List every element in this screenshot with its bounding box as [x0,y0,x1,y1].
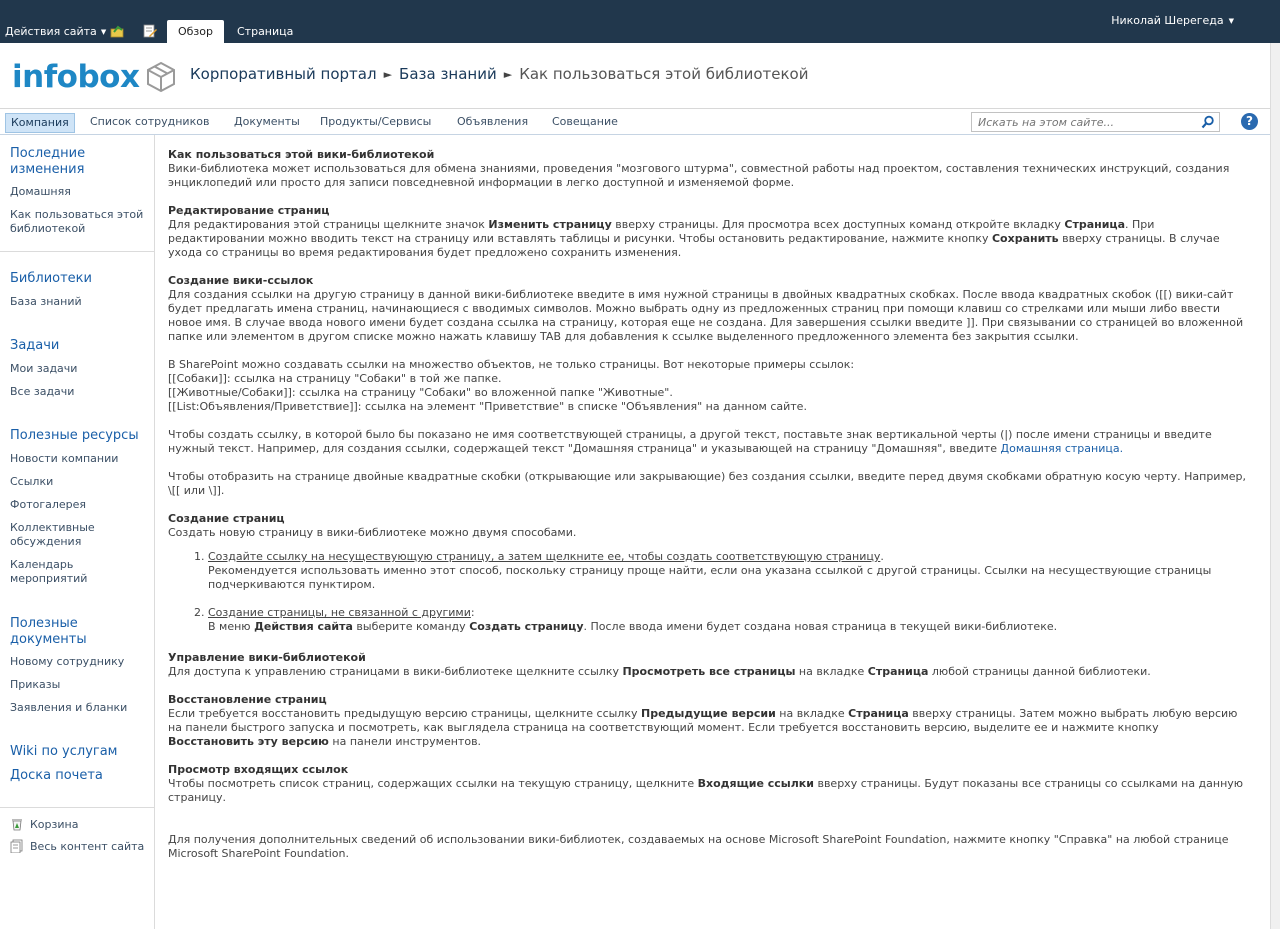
nav-item-all-tasks[interactable]: Все задачи [10,385,75,398]
section-text: Чтобы отобразить на странице двойные квадратные скобки (открывающие или закрывающие) без создания ссылки, введите перед двумя скобками обратную косую черту. Например, \[[ или \]]. [168,470,1246,497]
nav-item-forms[interactable]: Заявления и бланки [10,701,128,714]
topnav-item-products[interactable]: Продукты/Сервисы [320,115,432,128]
help-icon[interactable]: ? [1241,113,1258,130]
section-title: Просмотр входящих ссылок [168,763,349,776]
topnav-item-documents[interactable]: Документы [234,115,300,128]
nav-item-how-to-use[interactable]: Как пользоваться этой библиотекой [10,208,144,235]
tab-browse[interactable]: Обзор [167,20,224,43]
list-item: 2. Создание страницы, не связанной с другими: В меню Действия сайта выберите команду Создать страницу. После ввода имени будет создана новая страница в текущей вики-библиотеке. [208,606,1248,634]
list-item-title: Создание страницы, не связанной с другими [208,606,471,619]
section-text: Для редактирования этой страницы щелкните значок Изменить страницу вверху страницы. Для просмотра всех доступных команд откройте вкладку Страница. При редактировании можно вводить текст на страницу или вставлять таблицы и рисунки. Чтобы остановить редактирование, нажмите кнопку Сохранить вверху страницы. В случае ухода со страницы во время редактирования будет предложено сохранить изменения. [168,218,1220,259]
edit-page-icon[interactable] [143,24,157,38]
home-page-link[interactable]: Домашняя страница. [1000,442,1124,455]
nav-item-wiki-services[interactable]: Wiki по услугам [10,744,118,759]
tab-page[interactable]: Страница [237,25,294,38]
quick-launch [0,135,155,929]
section-text: Чтобы создать ссылку, в которой было бы показано не имя соответствующей страницы, а другой текст, поставьте знак вертикальной черты (|) после имени страницы и введите нужный текст. Например, для создания ссылки, содержащей текст "Домашняя страница" и указывающей на страницу "Домашняя", введите Домашняя страница. [168,428,1212,455]
section-text: Вики-библиотека может использоваться для обмена знаниями, проведения "мозгового штурма", совместной работы над проектом, составления технических инструкций, создания энциклопедий или просто для записи повседневной информации в легко доступной и изменяемой форме. [168,162,1230,189]
site-actions-menu[interactable] [5,25,106,38]
top-navigation [0,108,1270,135]
user-name: Николай Шерегеда [1111,14,1224,27]
nav-item-photo-gallery[interactable]: Фотогалерея [10,498,87,511]
nav-item-orders[interactable]: Приказы [10,678,61,691]
list-item: 1. Создайте ссылку на несуществующую страницу, а затем щелкните ее, чтобы создать соответствующую страницу. Рекомендуется использовать именно этот способ, поскольку страницу проще найти, если она указана ссылкой с другой страницы. Ссылки на несуществующие страницы подчеркиваются пунктиром. [208,550,1248,592]
nav-header-libraries[interactable]: Библиотеки [10,271,92,286]
nav-header-tasks[interactable]: Задачи [10,338,60,353]
list-item-title: Создайте ссылку на несуществующую страницу, а затем щелкните ее, чтобы создать соответствующую страницу [208,550,881,563]
recycle-bin-icon [10,817,24,831]
topnav-item-employees[interactable]: Список сотрудников [90,115,210,128]
nav-item-my-tasks[interactable]: Мои задачи [10,362,78,375]
nav-item-company-news[interactable]: Новости компании [10,452,119,465]
footer-text: Для получения дополнительных сведений об использовании вики-библиотек, создаваемых на основе Microsoft SharePoint Foundation, нажмите кнопку "Справка" на любой странице Microsoft SharePoint Foundation. [168,833,1229,860]
nav-item-new-employee[interactable]: Новому сотруднику [10,655,125,668]
breadcrumb-knowledge-base[interactable]: База знаний [399,65,497,83]
section-text: Чтобы посмотреть список страниц, содержащих ссылки на текущую страницу, щелкните Входящие ссылки вверху страницы. Будут показаны все страницы со ссылками на данную страницу. [168,777,1244,804]
section-title: Редактирование страниц [168,204,330,217]
wiki-content [168,148,1248,861]
site-logo[interactable]: infobox [12,59,140,95]
vertical-scrollbar[interactable] [1270,43,1280,929]
section-text: Если требуется восстановить предыдущую версию страницы, щелкните ссылку Предыдущие версии на вкладке Страница вверху страницы. Затем можно выбрать любую версию на панели быстрого запуска и посмотреть, как выглядела страница на соответствующий момент. Если требуется восстановить версию, выделите ее и нажмите кнопку Восстановить эту версию на панели инструментов. [168,707,1238,748]
breadcrumb [190,65,808,83]
nav-item-recycle-bin[interactable] [10,817,78,831]
nav-item-links[interactable]: Ссылки [10,475,54,488]
chevron-down-icon: ▼ [100,27,107,36]
nav-item-events-calendar[interactable]: Календарь мероприятий [10,558,88,585]
section-title: Как пользоваться этой вики-библиотекой [168,148,435,161]
nav-header-recent[interactable]: Последние изменения [10,146,86,177]
search-box [971,112,1220,132]
nav-item-discussions[interactable]: Коллективные обсуждения [10,521,95,548]
recycle-bin-label: Корзина [30,817,79,831]
topnav-item-company[interactable]: Компания [5,113,75,133]
breadcrumb-separator-icon: ► [503,67,513,81]
nav-item-all-site-content[interactable] [10,839,144,853]
site-actions-label: Действия сайта [5,25,97,38]
create-page-list [168,550,1248,634]
page-title: Как пользоваться этой библиотекой [519,65,809,83]
section-title: Управление вики-библиотекой [168,651,366,664]
section-title: Создание страниц [168,512,285,525]
example-line: [[Животные/Собаки]]: ссылка на страницу "Собаки" во вложенной папке "Животные". [168,386,673,399]
nav-item-knowledge-base[interactable]: База знаний [10,295,82,308]
nav-header-resources[interactable]: Полезные ресурсы [10,428,139,443]
navigate-up-icon[interactable] [110,24,124,38]
topnav-item-announcements[interactable]: Объявления [457,115,529,128]
nav-divider [0,251,154,252]
cube-logo-icon [146,61,176,93]
section-text: Для создания ссылки на другую страницу в данной вики-библиотеке введите в имя нужной страницы в двойных квадратных скобках. После ввода квадратных скобок ([[) вики-сайт будет предлагать имена страниц, начинающиеся с вводимых символов. Можно выбрать одну из предложенных страниц при помощи клавиш со стрелками или мыши либо ввести новое имя. В случае ввода нового имени будет создана ссылка на страницу, которая еще не создана. Для завершения ссылки введите ]]. При связывании со страницей во вложенной папке или элементом в другом списке можно нажать клавишу TAB для добавления к ссылке выделенного предложенного элемента без закрытия ссылки. [168,288,1244,343]
example-line: [[Собаки]]: ссылка на страницу "Собаки" в той же папке. [168,372,502,385]
ribbon-bar [0,0,1280,43]
search-icon[interactable] [1201,115,1215,129]
section-text: Для доступа к управлению страницами в вики-библиотеке щелкните ссылку Просмотреть все страницы на вкладке Страница любой страницы данной библиотеки. [168,665,1151,678]
section-title: Восстановление страниц [168,693,327,706]
site-content-icon [10,839,24,853]
example-line: [[List:Объявления/Приветствие]]: ссылка на элемент "Приветствие" в списке "Объявления" на данном сайте. [168,400,807,413]
site-header [0,43,1270,108]
nav-header-documents[interactable]: Полезные документы [10,616,87,647]
nav-item-home[interactable]: Домашняя [10,185,71,198]
site-content-label: Весь контент сайта [30,839,145,853]
breadcrumb-portal[interactable]: Корпоративный портал [190,65,377,83]
section-text: В SharePoint можно создавать ссылки на множество объектов, не только страницы. Вот некоторые примеры ссылок: [168,358,855,371]
nav-item-honor-board[interactable]: Доска почета [10,768,103,783]
search-input[interactable] [972,113,1192,131]
section-text: Создать новую страницу в вики-библиотеке можно двумя способами. [168,526,577,539]
topnav-item-meeting[interactable]: Совещание [552,115,618,128]
section-title: Создание вики-ссылок [168,274,314,287]
user-menu[interactable] [1111,14,1234,27]
nav-divider [0,807,154,808]
breadcrumb-separator-icon: ► [383,67,393,81]
chevron-down-icon: ▼ [1228,16,1234,25]
